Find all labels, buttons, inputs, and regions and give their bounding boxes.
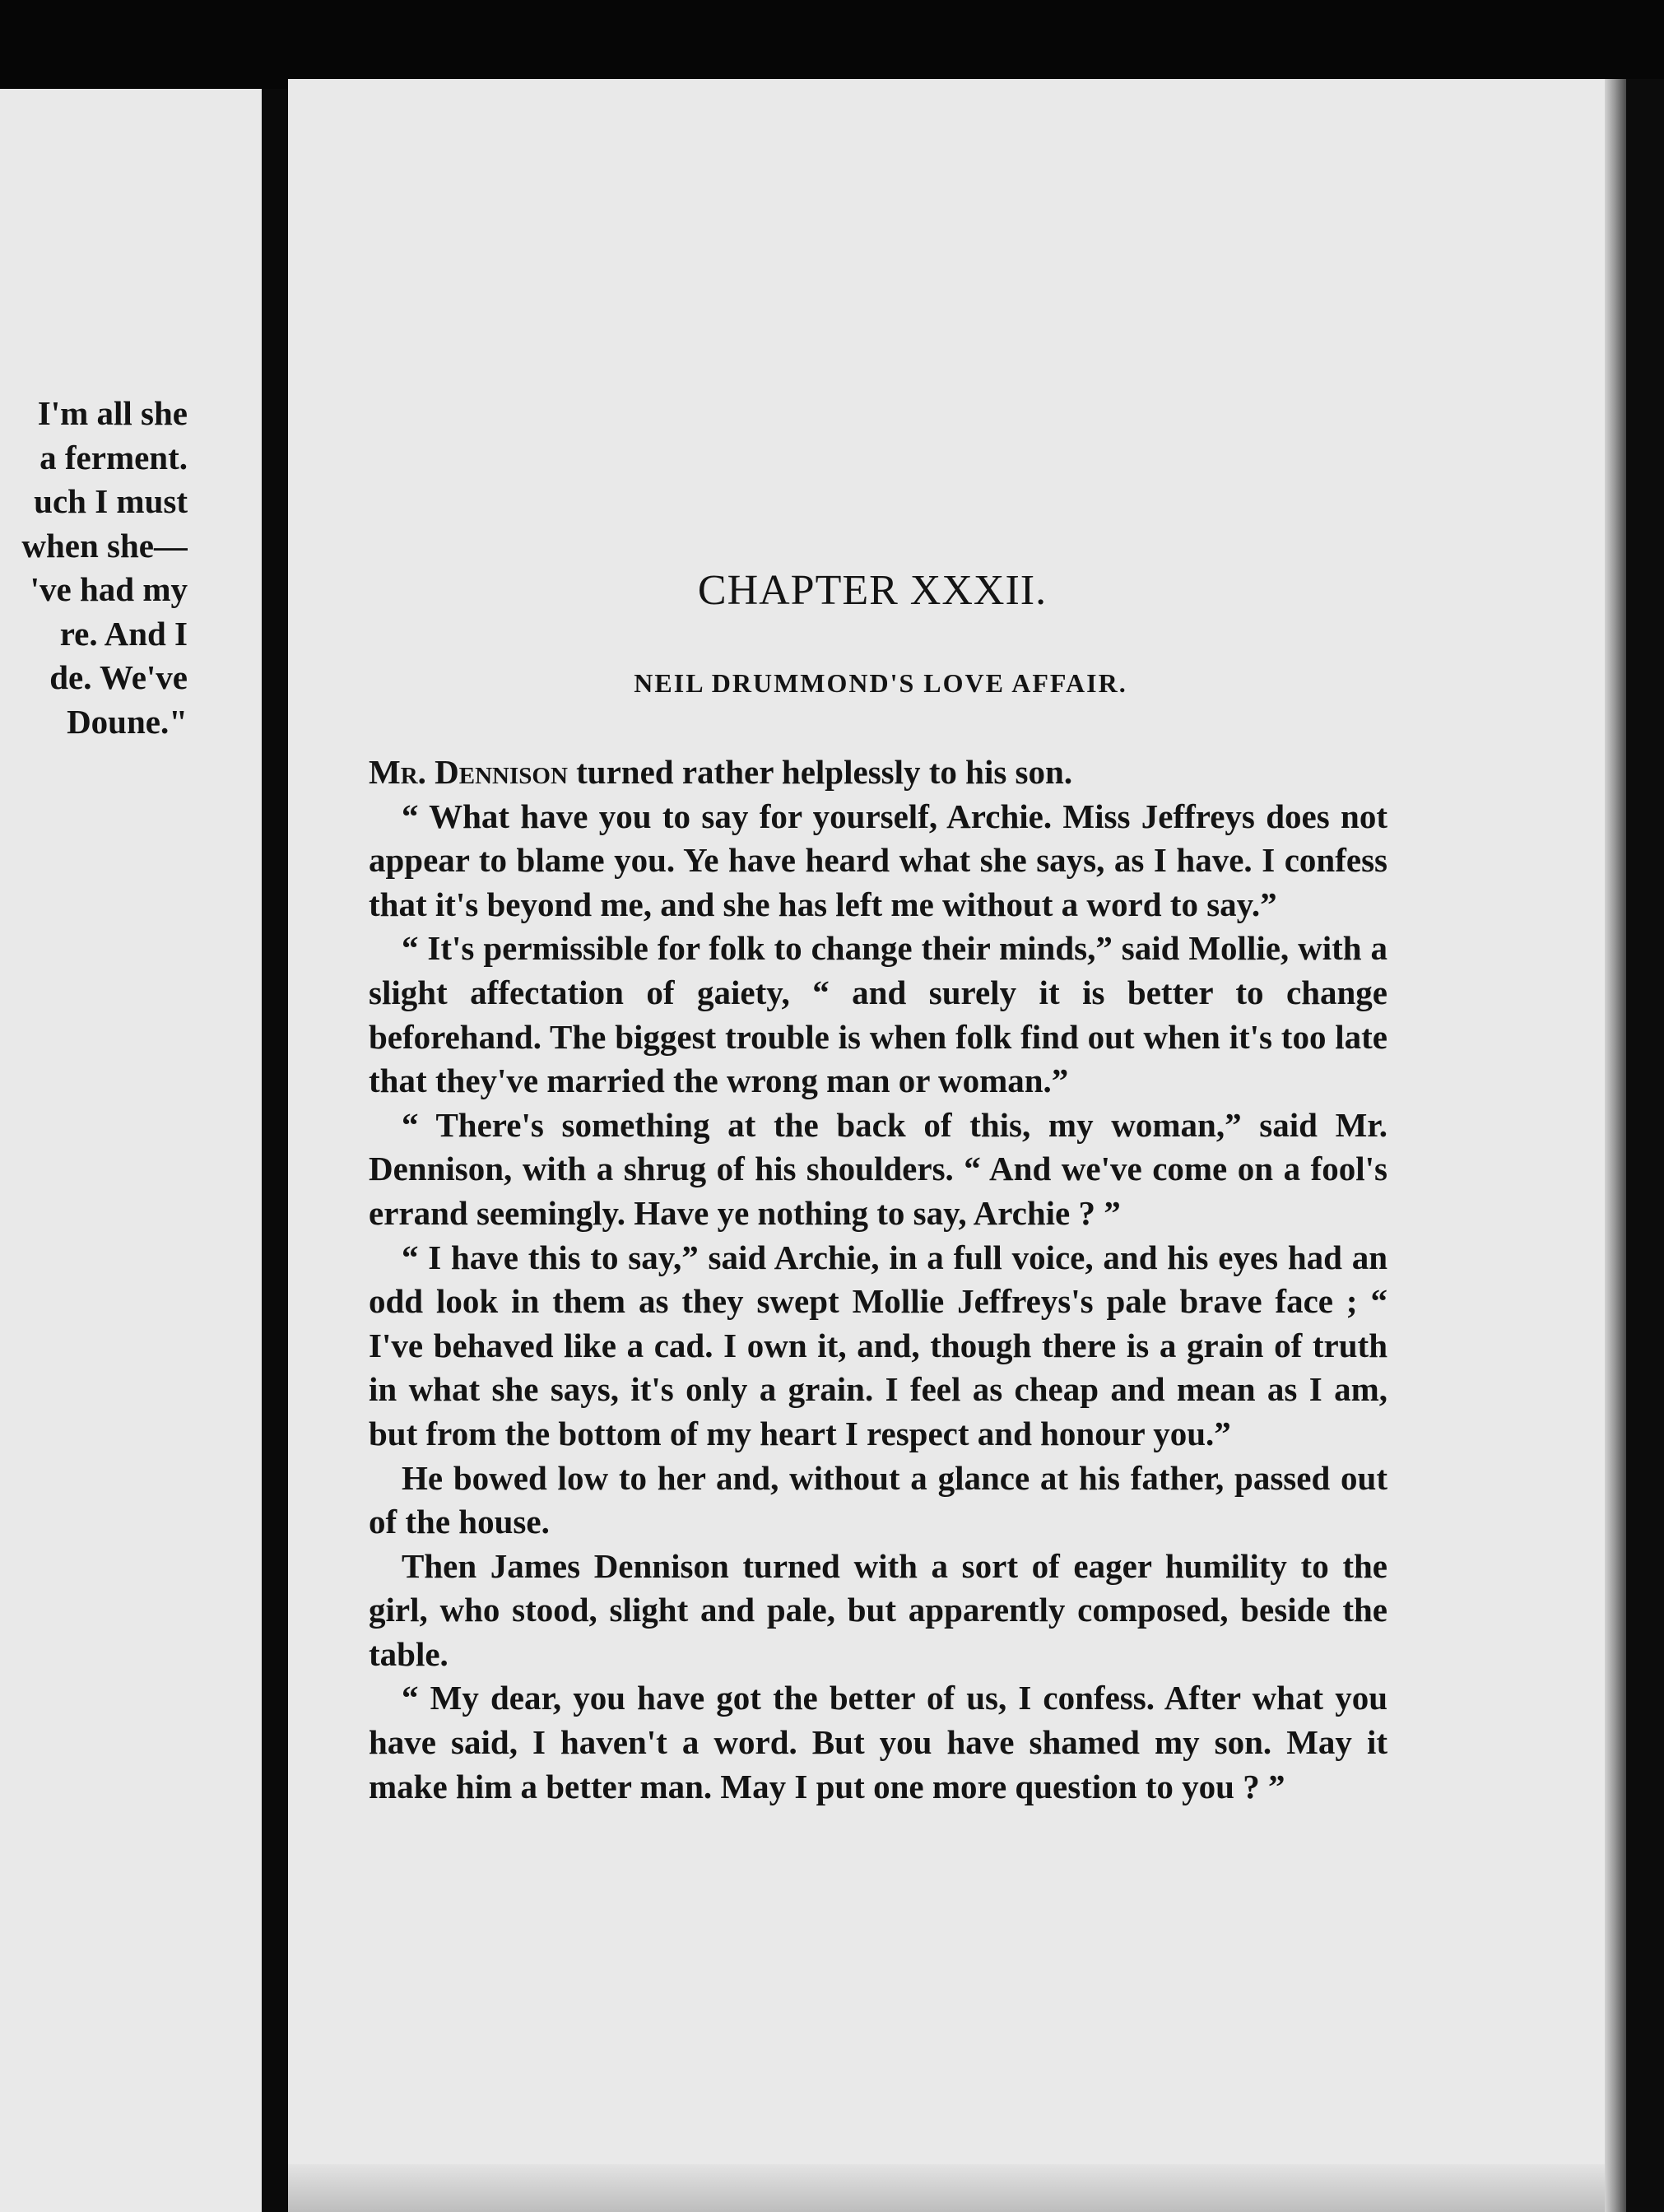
previous-page-line: I'm all she [37, 394, 188, 432]
paragraph: “ There's something at the back of this, my woman,” said Mr. Dennison, with a shrug of his shoulders. “ And we've come on a fool's errand seemingly. Have ye nothing to say, Archie ? ” [369, 1105, 1387, 1232]
previous-page-line: re. And I [59, 614, 188, 653]
previous-page-line: Doune." [67, 702, 188, 741]
previous-page-text [0, 392, 188, 744]
opening-name: Mr. Dennison [369, 753, 568, 791]
previous-page-line: de. We've [49, 658, 188, 696]
chapter-title: CHAPTER XXXII. [697, 567, 1048, 614]
paragraph: “ I have this to say,” said Archie, in a full voice, and his eyes had an odd look in them as they swept Mollie Jeffreys's pale brave face ; “ I've behaved like a cad. I own it, and, though there is a grain of truth in what she says, it's only a grain. I feel as cheap and mean as I am, but from the bottom of my heart I respect and honour you.” [369, 1238, 1387, 1452]
page-edge-shadow [1626, 79, 1664, 2212]
paragraph: Then James Dennison turned with a sort of eager humility to the girl, who stood, slight and pale, but apparently composed, beside the table. [369, 1546, 1387, 1673]
chapter-body [369, 750, 1387, 1809]
page-bottom-shadow [288, 2164, 1605, 2212]
previous-page-line: uch I must [34, 482, 188, 520]
paragraph [369, 750, 1387, 795]
previous-page-line: when she— [21, 526, 188, 565]
paragraph: “ What have you to say for yourself, Archie. Miss Jeffreys does not appear to blame you. Ye have heard what she says, as I have. I confess that it's beyond me, and she has left me without a word to say.” [369, 797, 1387, 923]
page-edge [1605, 79, 1626, 2212]
previous-page [0, 89, 262, 2212]
chapter-subtitle: NEIL DRUMMOND'S LOVE AFFAIR. [634, 668, 1127, 698]
opening-text: turned rather helplessly to his son. [567, 753, 1073, 791]
previous-page-line: a ferment. [40, 438, 188, 476]
previous-page-line: 've had my [30, 570, 188, 608]
paragraph: He bowed low to her and, without a glance at his father, passed out of the house. [369, 1458, 1387, 1541]
paragraph: “ It's permissible for folk to change their minds,” said Mollie, with a slight affectation of gaiety, “ and surely it is better to change beforehand. The biggest trouble is when folk find out when it's too late that they've married the wrong man or woman.” [369, 929, 1387, 1100]
paragraph: “ My dear, you have got the better of us, I confess. After what you have said, I haven't a word. But you have shamed my son. May it make him a better man. May I put one more question to you ? ” [369, 1679, 1387, 1805]
book-gutter [262, 89, 288, 2212]
